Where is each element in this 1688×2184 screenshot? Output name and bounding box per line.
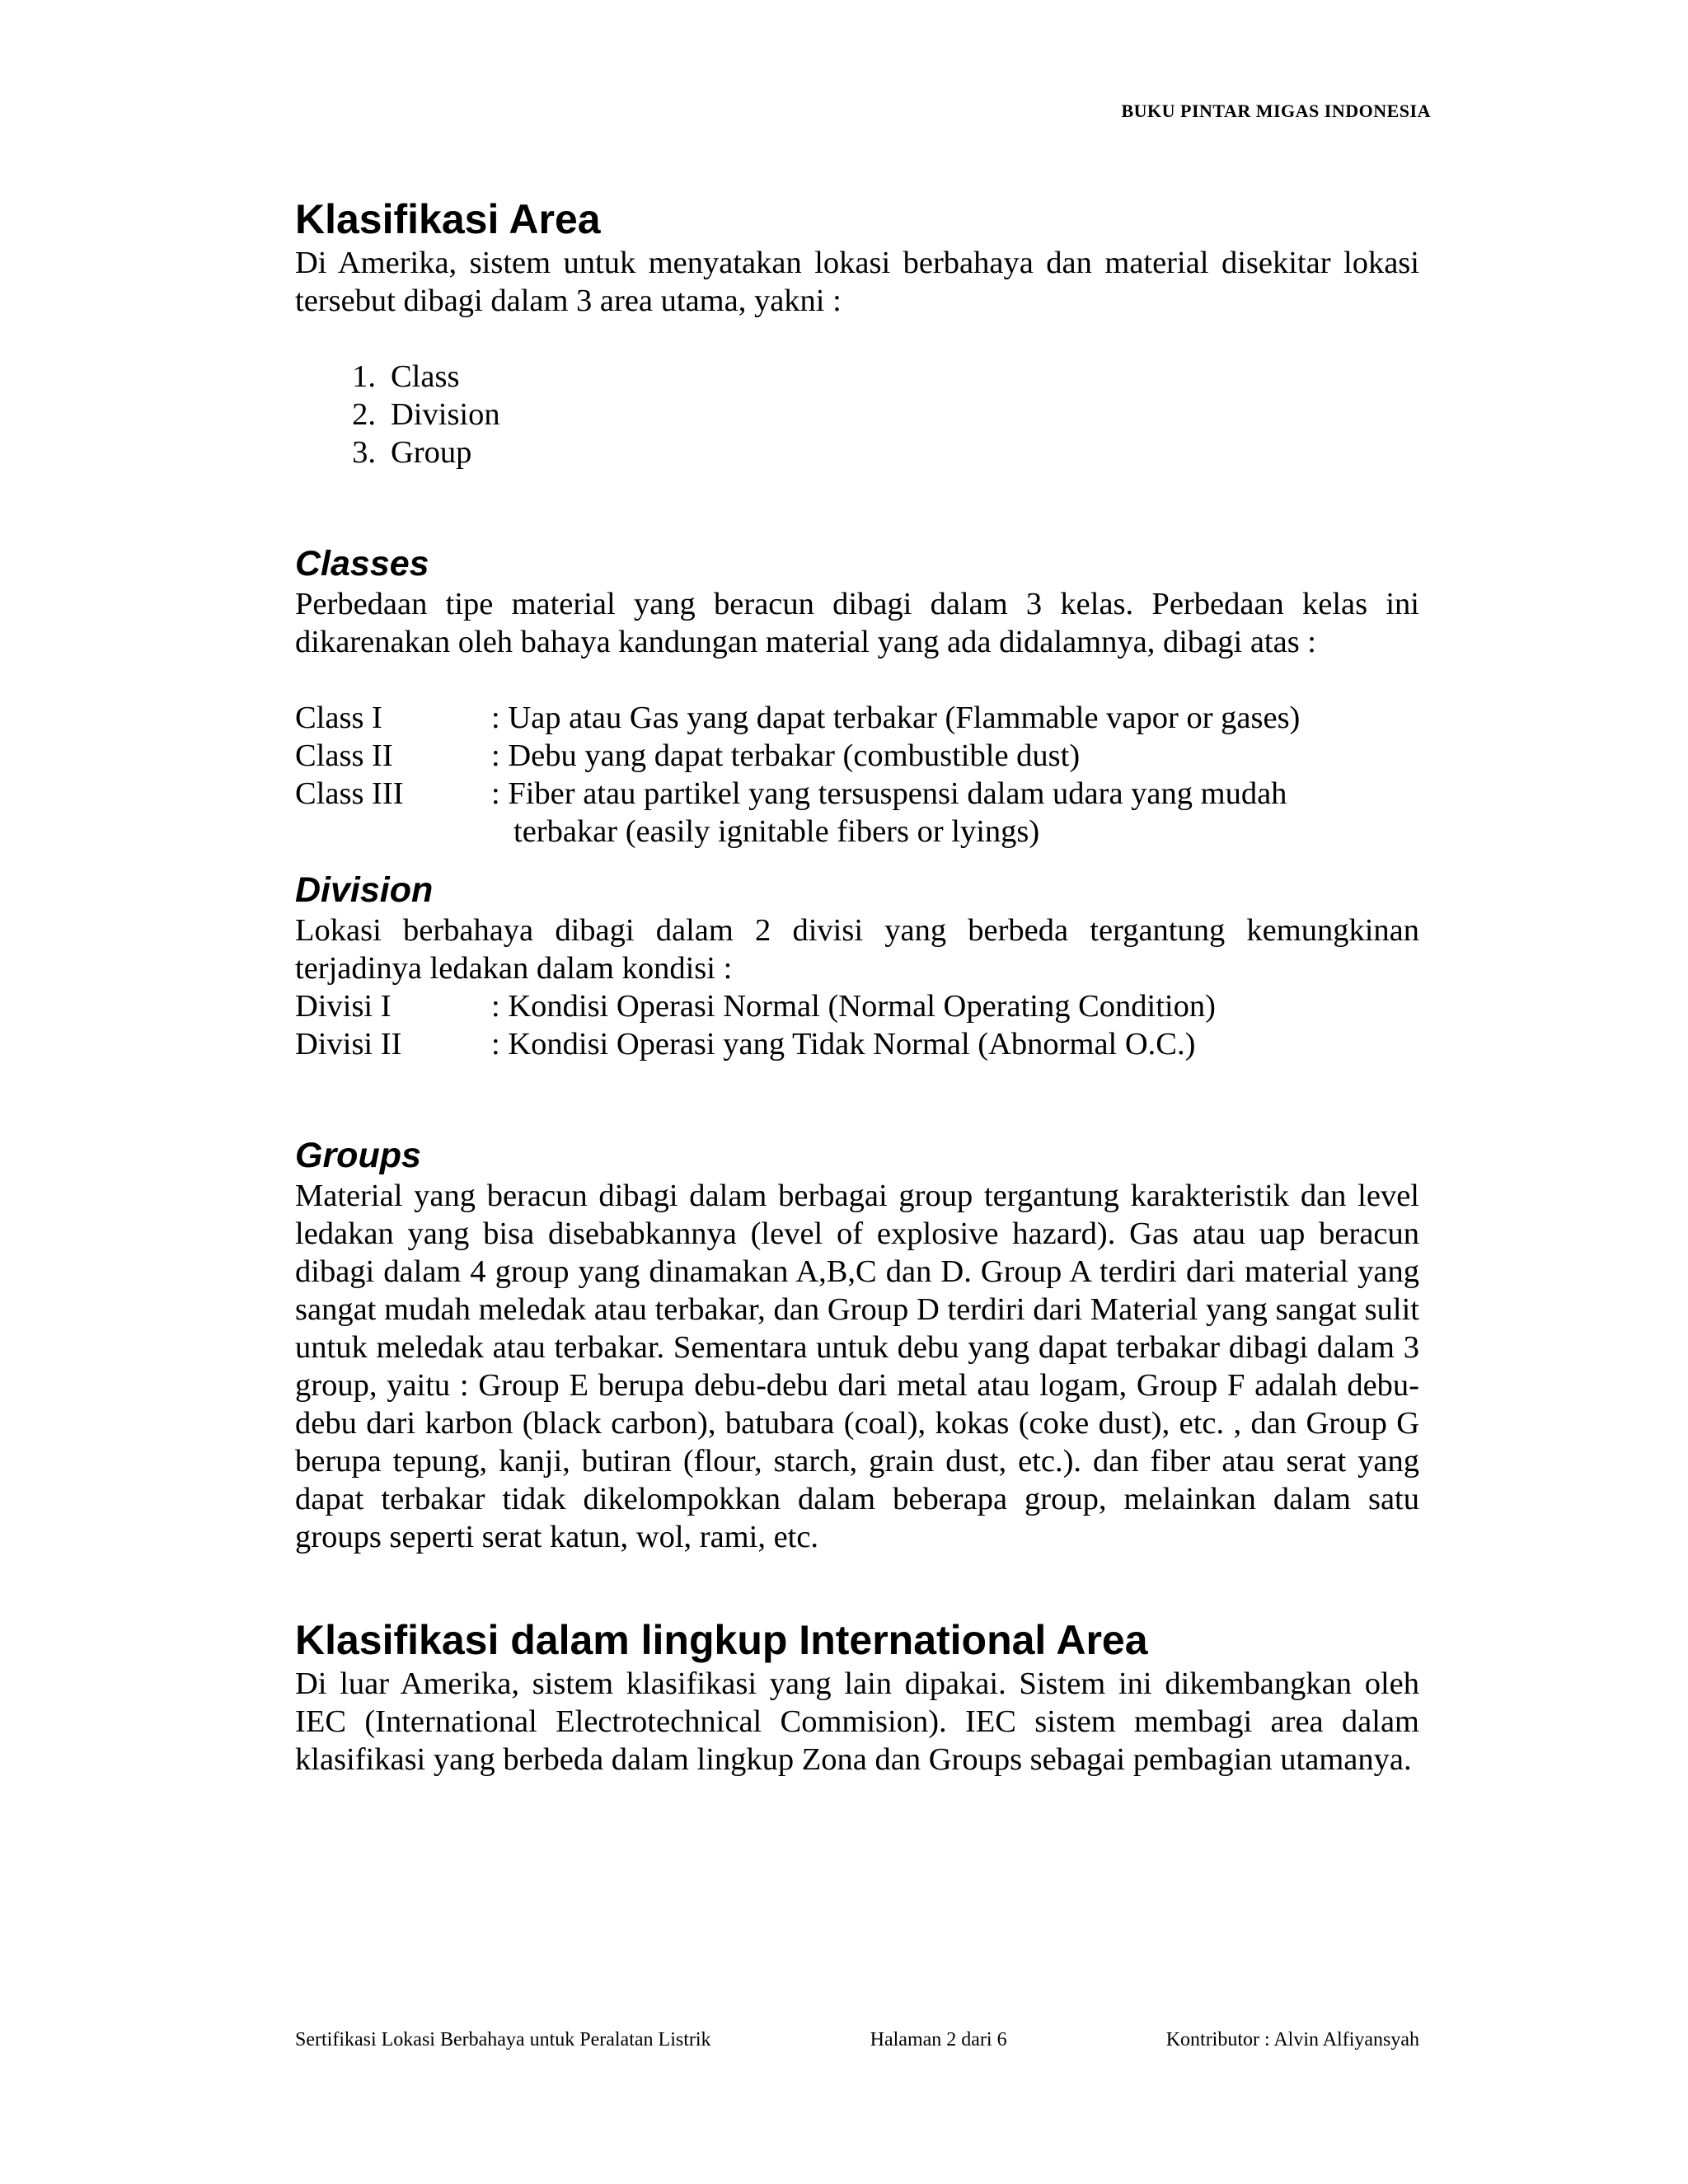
list-item-number: 3.	[352, 435, 376, 470]
definition-row	[295, 775, 1419, 851]
list-item	[326, 358, 1419, 396]
subsection-title-groups: Groups	[295, 1136, 421, 1175]
page-footer	[295, 2029, 1419, 2051]
list-item-label: Class	[391, 359, 460, 394]
classes-intro: Perbedaan tipe material yang beracun dibagi dalam 3 kelas. Perbedaan kelas ini dikarenakan oleh bahaya kandungan material yang ada didalamnya, dibagi atas :	[295, 587, 1419, 659]
classes-definitions	[295, 699, 1419, 851]
footer-contributor: Kontributor : Alvin Alfiyansyah	[1165, 2029, 1419, 2050]
definition-term: Class I	[295, 701, 382, 735]
definition-desc: : Debu yang dapat terbakar (combustible dust)	[491, 738, 1081, 773]
definition-row	[295, 987, 1419, 1025]
section-title-klasifikasi-area: Klasifikasi Area	[295, 196, 601, 242]
definition-term: Class III	[295, 776, 404, 811]
international-body: Di luar Amerika, sistem klasifikasi yang lain dipakai. Sistem ini dikembangkan oleh IEC (International Electrotechnical Commision). IEC sistem membagi area dalam klasifikasi yang berbeda dalam lingkup Zona dan Groups sebagai pembagian utamanya.	[295, 1666, 1419, 1777]
definition-desc-continuation: terbakar (easily ignitable fibers or lyings)	[513, 814, 1040, 849]
page-content	[295, 194, 1419, 1779]
groups-body: Material yang beracun dibagi dalam berbagai group tergantung karakteristik dan level ledakan yang bisa disebabkannya (level of explosive hazard). Gas atau uap beracun dibagi dalam 4 group yang dinamakan A,B,C dan D. Group A terdiri dari material yang sangat mudah meledak atau terbakar, dan Group D terdiri dari Material yang sangat sulit untuk meledak atau terbakar. Sementara untuk debu yang dapat terbakar dibagi dalam 3 group, yaitu : Group E berupa debu-debu dari metal atau logam, Group F adalah debu-debu dari karbon (black carbon), batubara (coal), kokas (coke dust), etc. , dan Group G berupa tepung, kanji, butiran (flour, starch, grain dust, etc.). dan fiber atau serat yang dapat terbakar tidak dikelompokkan dalam beberapa group, melainkan dalam satu groups seperti serat katun, wol, rami, etc.	[295, 1179, 1419, 1554]
definition-term: Class II	[295, 738, 393, 773]
definition-term: Divisi II	[295, 1027, 402, 1062]
definition-term: Divisi I	[295, 989, 392, 1024]
footer-page-number: Halaman 2 dari 6	[870, 2029, 1007, 2050]
area-list	[295, 358, 1419, 471]
section-title-international: Klasifikasi dalam lingkup International Area	[295, 1617, 1148, 1663]
definition-desc: : Fiber atau partikel yang tersuspensi dalam udara yang mudah	[491, 776, 1287, 811]
klasifikasi-area-intro: Di Amerika, sistem untuk menyatakan lokasi berbahaya dan material disekitar lokasi tersebut dibagi dalam 3 area utama, yakni :	[295, 246, 1419, 318]
list-item-label: Division	[391, 397, 500, 432]
list-item-label: Group	[391, 435, 472, 470]
subsection-title-division: Division	[295, 870, 434, 910]
definition-row	[295, 699, 1419, 737]
definition-desc-wrap	[491, 775, 1419, 851]
definition-desc: : Uap atau Gas yang dapat terbakar (Flammable vapor or gases)	[491, 701, 1301, 735]
division-definitions	[295, 987, 1419, 1063]
subsection-title-classes: Classes	[295, 544, 429, 583]
definition-desc: : Kondisi Operasi Normal (Normal Operating Condition)	[491, 989, 1216, 1024]
list-item-number: 2.	[352, 397, 376, 432]
definition-row	[295, 737, 1419, 775]
division-intro: Lokasi berbahaya dibagi dalam 2 divisi yang berbeda tergantung kemungkinan terjadinya ledakan dalam kondisi :	[295, 913, 1419, 986]
list-item-number: 1.	[352, 359, 376, 394]
list-item	[326, 434, 1419, 471]
running-header: BUKU PINTAR MIGAS INDONESIA	[1121, 101, 1431, 121]
definition-row	[295, 1025, 1419, 1063]
definition-desc: : Kondisi Operasi yang Tidak Normal (Abnormal O.C.)	[491, 1027, 1196, 1062]
footer-document-title: Sertifikasi Lokasi Berbahaya untuk Peralatan Listrik	[295, 2029, 711, 2050]
list-item	[326, 396, 1419, 434]
